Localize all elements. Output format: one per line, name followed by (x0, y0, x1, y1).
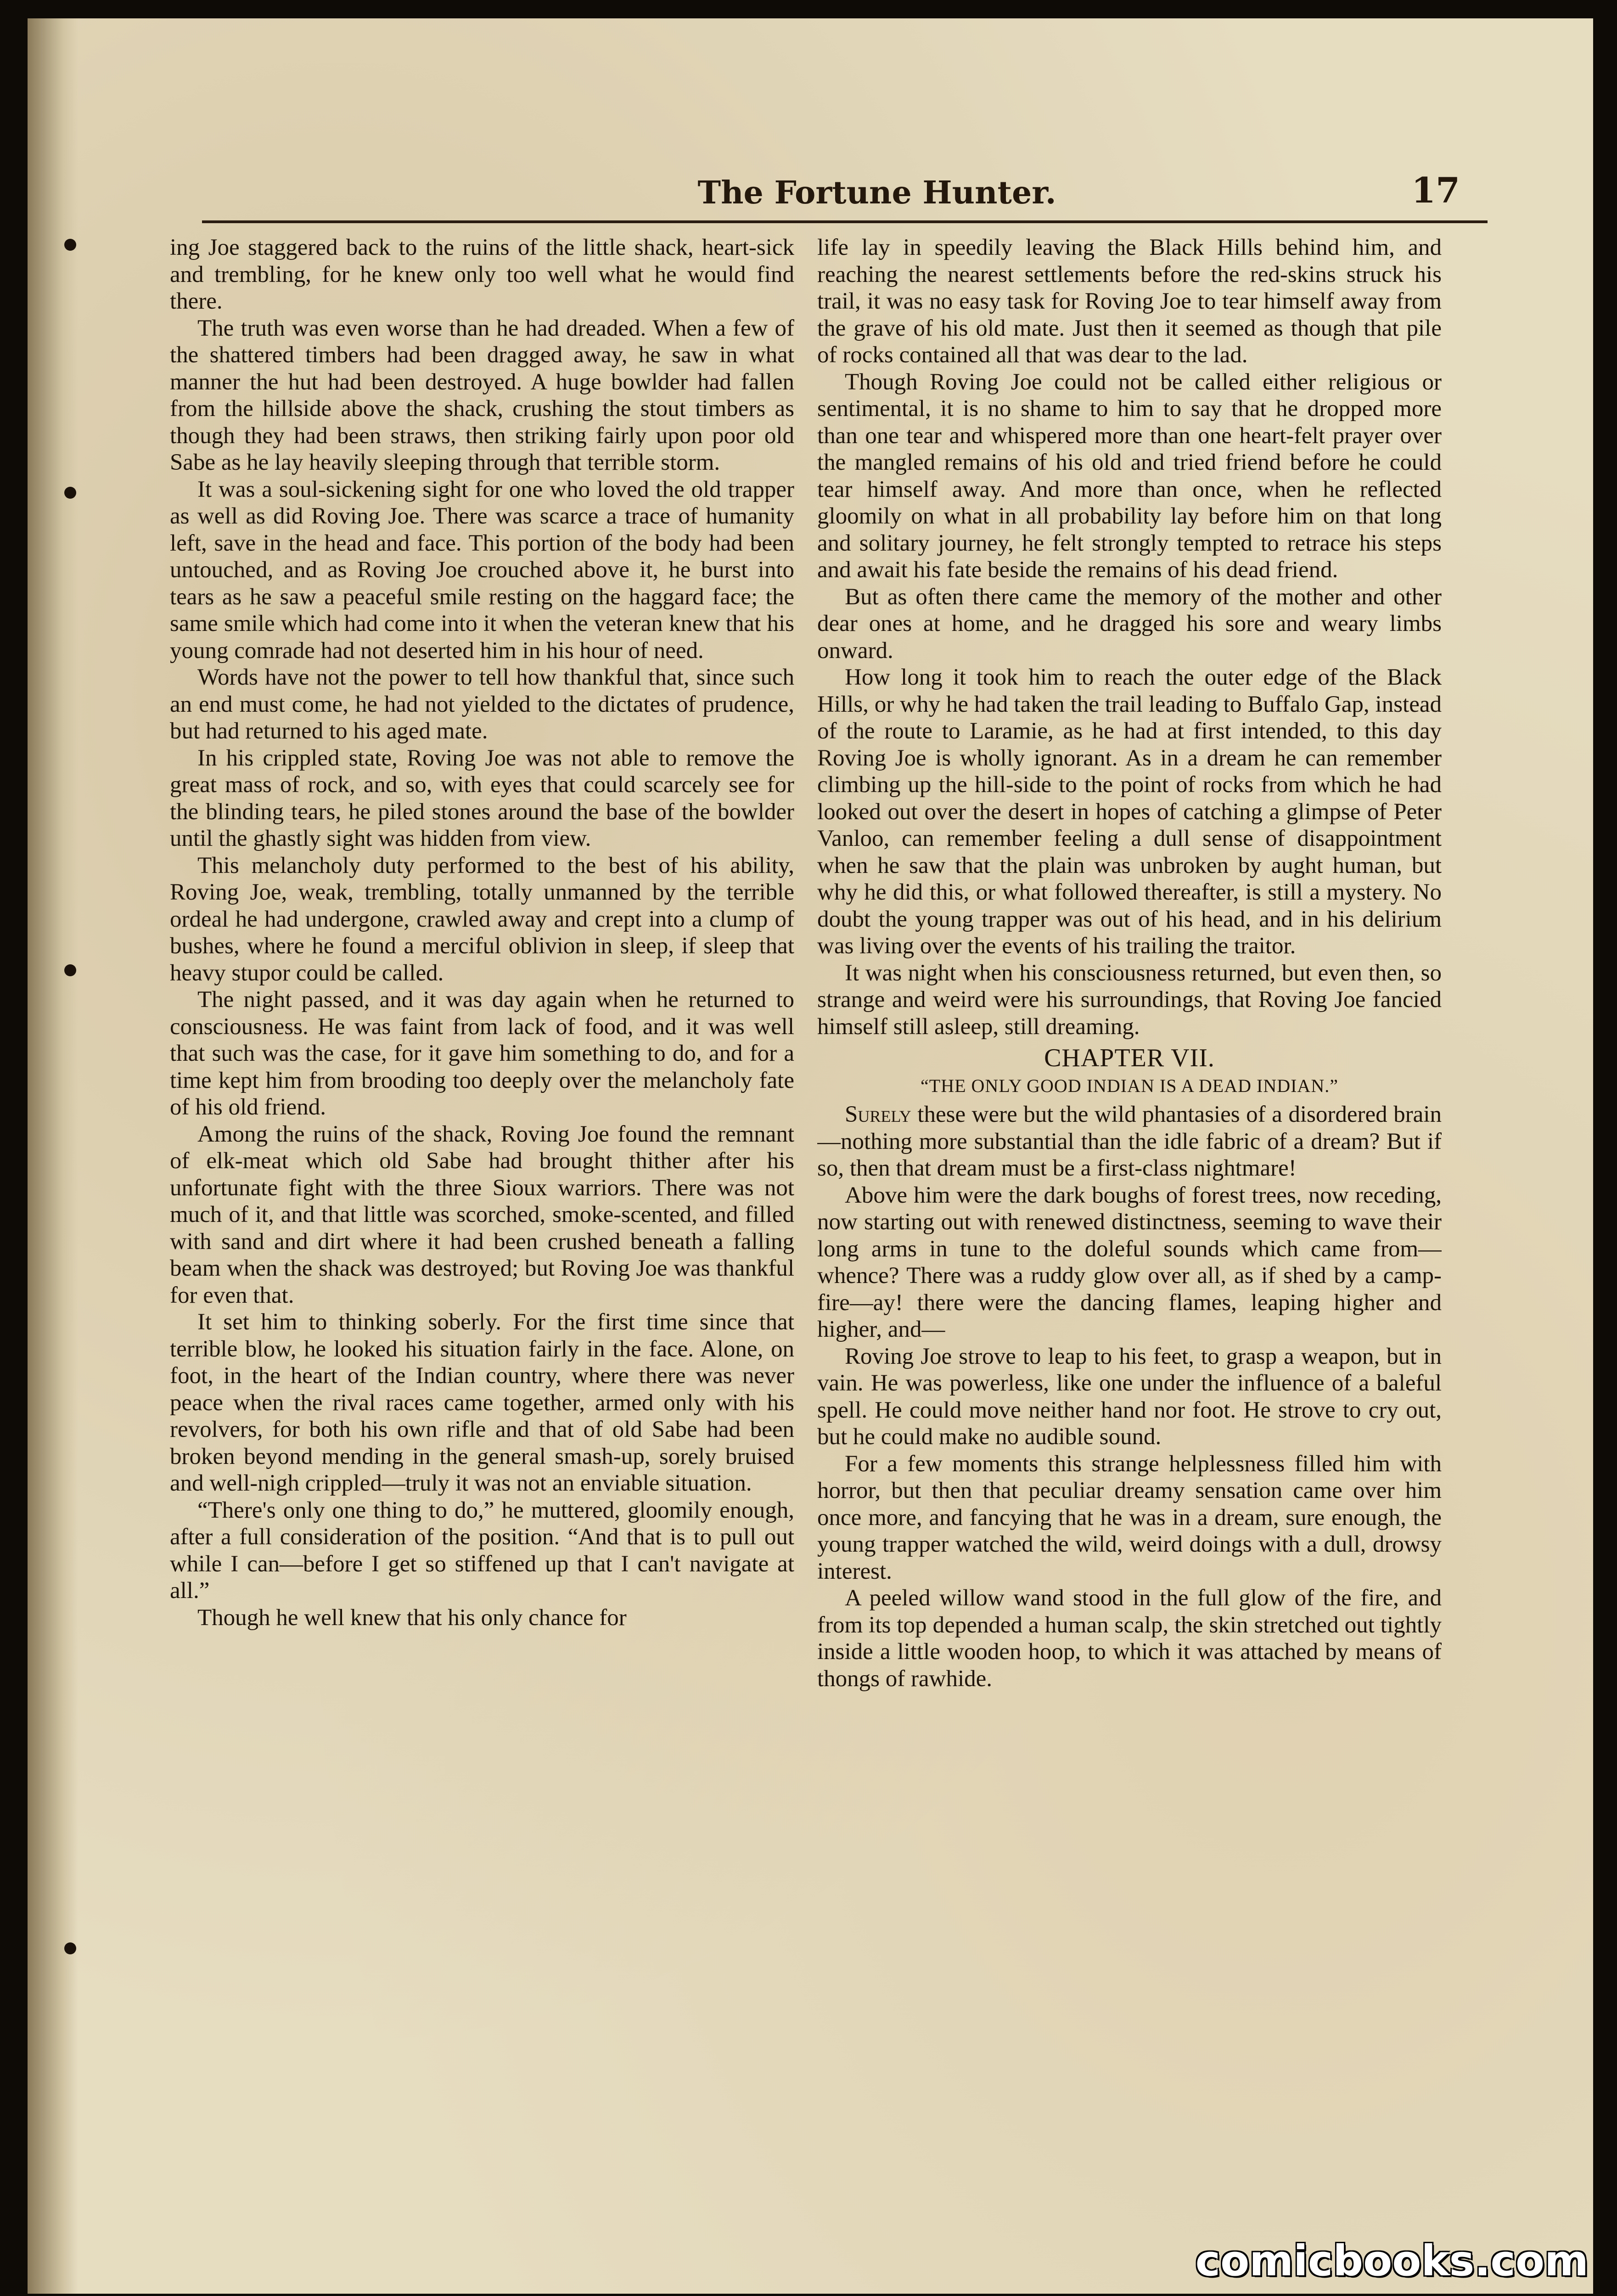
left-text-column (170, 234, 794, 2126)
paragraph: The truth was even worse than he had dreaded. When a few of the shattered timbers had been dragged away, he saw in what manner the hut had been destroyed. A huge bowlder had fallen from the hillside above the shack, crushing the stout timbers as though they had been straws, then striking fairly upon poor old Sabe as he lay heavily sleeping through that terrible storm. (170, 315, 794, 475)
chapter-opening-text: these were but the wild phantasies of a disordered brain—nothing more substantial than the idle fabric of a dream? But if so, then that dream must be a first-class nightmare! (817, 1102, 1442, 1181)
paragraph: How long it took him to reach the outer edge of the Black Hills, or why he had taken the trail leading to Buffalo Gap, instead of the route to Laramie, as he had at first intended, to this day Roving Joe is wholly ignorant. As in a dream he can remember climbing up the hill-side to the point of rocks from which he had looked out over the desert in hopes of catching a glimpse of Peter Vanloo, can remember feeling a dull sense of disappointment when he saw that the plain was unbroken by aught human, but why he did this, or what followed thereafter, is still a mystery. No doubt the young trapper was out of his head, and in his delirium was living over the events of his trailing the traitor. (817, 664, 1442, 959)
paragraph: This melancholy duty performed to the best of his ability, Roving Joe, weak, trembling, totally unmanned by the terrible ordeal he had undergone, crawled away and crept into a clump of bushes, where he found a merciful oblivion in sleep, if sleep that heavy stupor could be called. (170, 852, 794, 986)
paragraph: It set him to thinking soberly. For the first time since that terrible blow, he looked his situation fairly in the face. Alone, on foot, in the heart of the Indian country, where there was never peace when the rival races came together, armed only with his revolvers, for both his own rifle and that of old Sabe had been broken beyond mending in the general smash-up, sorely bruised and well-nigh crippled—truly it was not an enviable situation. (170, 1309, 794, 1496)
page-number: 17 (1411, 170, 1460, 211)
right-text-column (817, 234, 1442, 2126)
paragraph: But as often there came the memory of the mother and other dear ones at home, and he dragged his sore and weary limbs onward. (817, 584, 1442, 664)
running-header-title: The Fortune Hunter. (697, 174, 1056, 211)
paragraph: life lay in speedily leaving the Black Hills behind him, and reaching the nearest settlements before the red-skins struck his trail, it was no easy task for Roving Joe to tear himself away from the grave of his old mate. Just then it seemed as though that pile of rocks contained all that was dear to the lad. (817, 235, 1442, 368)
paragraph: The night passed, and it was day again when he returned to consciousness. He was faint from lack of food, and it was well that such was the case, for it gave him something to do, and for a time kept him from brooding too deeply over the melancholy fate of his old friend. (170, 987, 794, 1120)
paragraph: ing Joe staggered back to the ruins of the little shack, heart-sick and trembling, for he knew only too well what he would find there. (170, 235, 794, 314)
site-watermark: comicbooks.com (1195, 2236, 1589, 2285)
chapter-subtitle: “THE ONLY GOOD INDIAN IS A DEAD INDIAN.” (921, 1075, 1338, 1096)
paragraph: A peeled willow wand stood in the full glow of the fire, and from its top depended a human scalp, the skin stretched out tightly inside a little wooden hoop, to which it was attached by means of thongs of rawhide. (817, 1585, 1442, 1692)
binding-hole (64, 239, 76, 251)
chapter-opening-word: Surely (845, 1102, 911, 1127)
paragraph: Words have not the power to tell how thankful that, since such an end must come, he had not yielded to the dictates of prudence, but had returned to his aged mate. (170, 664, 794, 744)
paragraph: “There's only one thing to do,” he muttered, gloomily enough, after a full consideration of the position. “And that is to pull out while I can—before I get so stiffened up that I can't navigate at all.” (170, 1497, 794, 1604)
paragraph: In his crippled state, Roving Joe was not able to remove the great mass of rock, and so, with eyes that could scarcely see for the blinding tears, he piled stones around the base of the bowlder until the ghastly sight was hidden from view. (170, 745, 794, 851)
paragraph: Roving Joe strove to leap to his feet, to grasp a weapon, but in vain. He was powerless, like one under the influence of a baleful spell. He could move neither hand nor foot. He strove to cry out, but he could make no audible sound. (817, 1343, 1442, 1450)
book-page (28, 18, 1593, 2294)
paragraph: Above him were the dark boughs of forest trees, now receding, now starting out with renewed distinctness, seeming to wave their long arms in tune to the doleful sounds which came from—whence? There was a ruddy glow over all, as if shed by a camp-fire—ay! there were the dancing flames, leaping higher and higher, and— (817, 1182, 1442, 1342)
paragraph: Though he well knew that his only chance for (197, 1604, 627, 1631)
paragraph: Among the ruins of the shack, Roving Joe found the remnant of elk-meat which old Sabe had brought thither after his unfortunate fight with the three Sioux warriors. There was not much of it, and that little was scorched, smoke-scented, and filled with sand and dirt where it had been crushed beneath a falling beam when the shack was destroyed; but Roving Joe was thankful for even that. (170, 1121, 794, 1308)
binding-hole (64, 964, 76, 976)
binding-hole (64, 487, 76, 499)
chapter-heading: CHAPTER VII. (1044, 1044, 1215, 1072)
paragraph: Though Roving Joe could not be called either religious or sentimental, it is no shame to him to say that he dropped more than one tear and whispered more than one heart-felt prayer over the mangled remains of his old and tried friend before he could tear himself away. And more than once, when he reflected gloomily on what in all probability lay before him on that long and solitary journey, he felt strongly tempted to retrace his steps and await his fate beside the remains of his dead friend. (817, 369, 1442, 583)
header-rule (202, 220, 1488, 223)
binding-hole (64, 1942, 76, 1954)
paragraph: It was night when his consciousness returned, but even then, so strange and weird were his surroundings, that Roving Joe fancied himself still asleep, still dreaming. (817, 960, 1442, 1040)
chapter-opening-paragraph (817, 1101, 1442, 1182)
paragraph: It was a soul-sickening sight for one who loved the old trapper as well as did Roving Joe. There was scarce a trace of humanity left, save in the head and face. This portion of the body had been untouched, and as Roving Joe crouched above it, he burst into tears as he saw a peaceful smile resting on the haggard face; the same smile which had come into it when the veteran knew that his young comrade had not deserted him in his hour of need. (170, 476, 794, 664)
paragraph: For a few moments this strange helplessness filled him with horror, but then that peculiar dreamy sensation came over him once more, and fancying that he was in a dream, sure enough, the young trapper watched the wild, weird doings with a dull, drowsy interest. (817, 1451, 1442, 1584)
